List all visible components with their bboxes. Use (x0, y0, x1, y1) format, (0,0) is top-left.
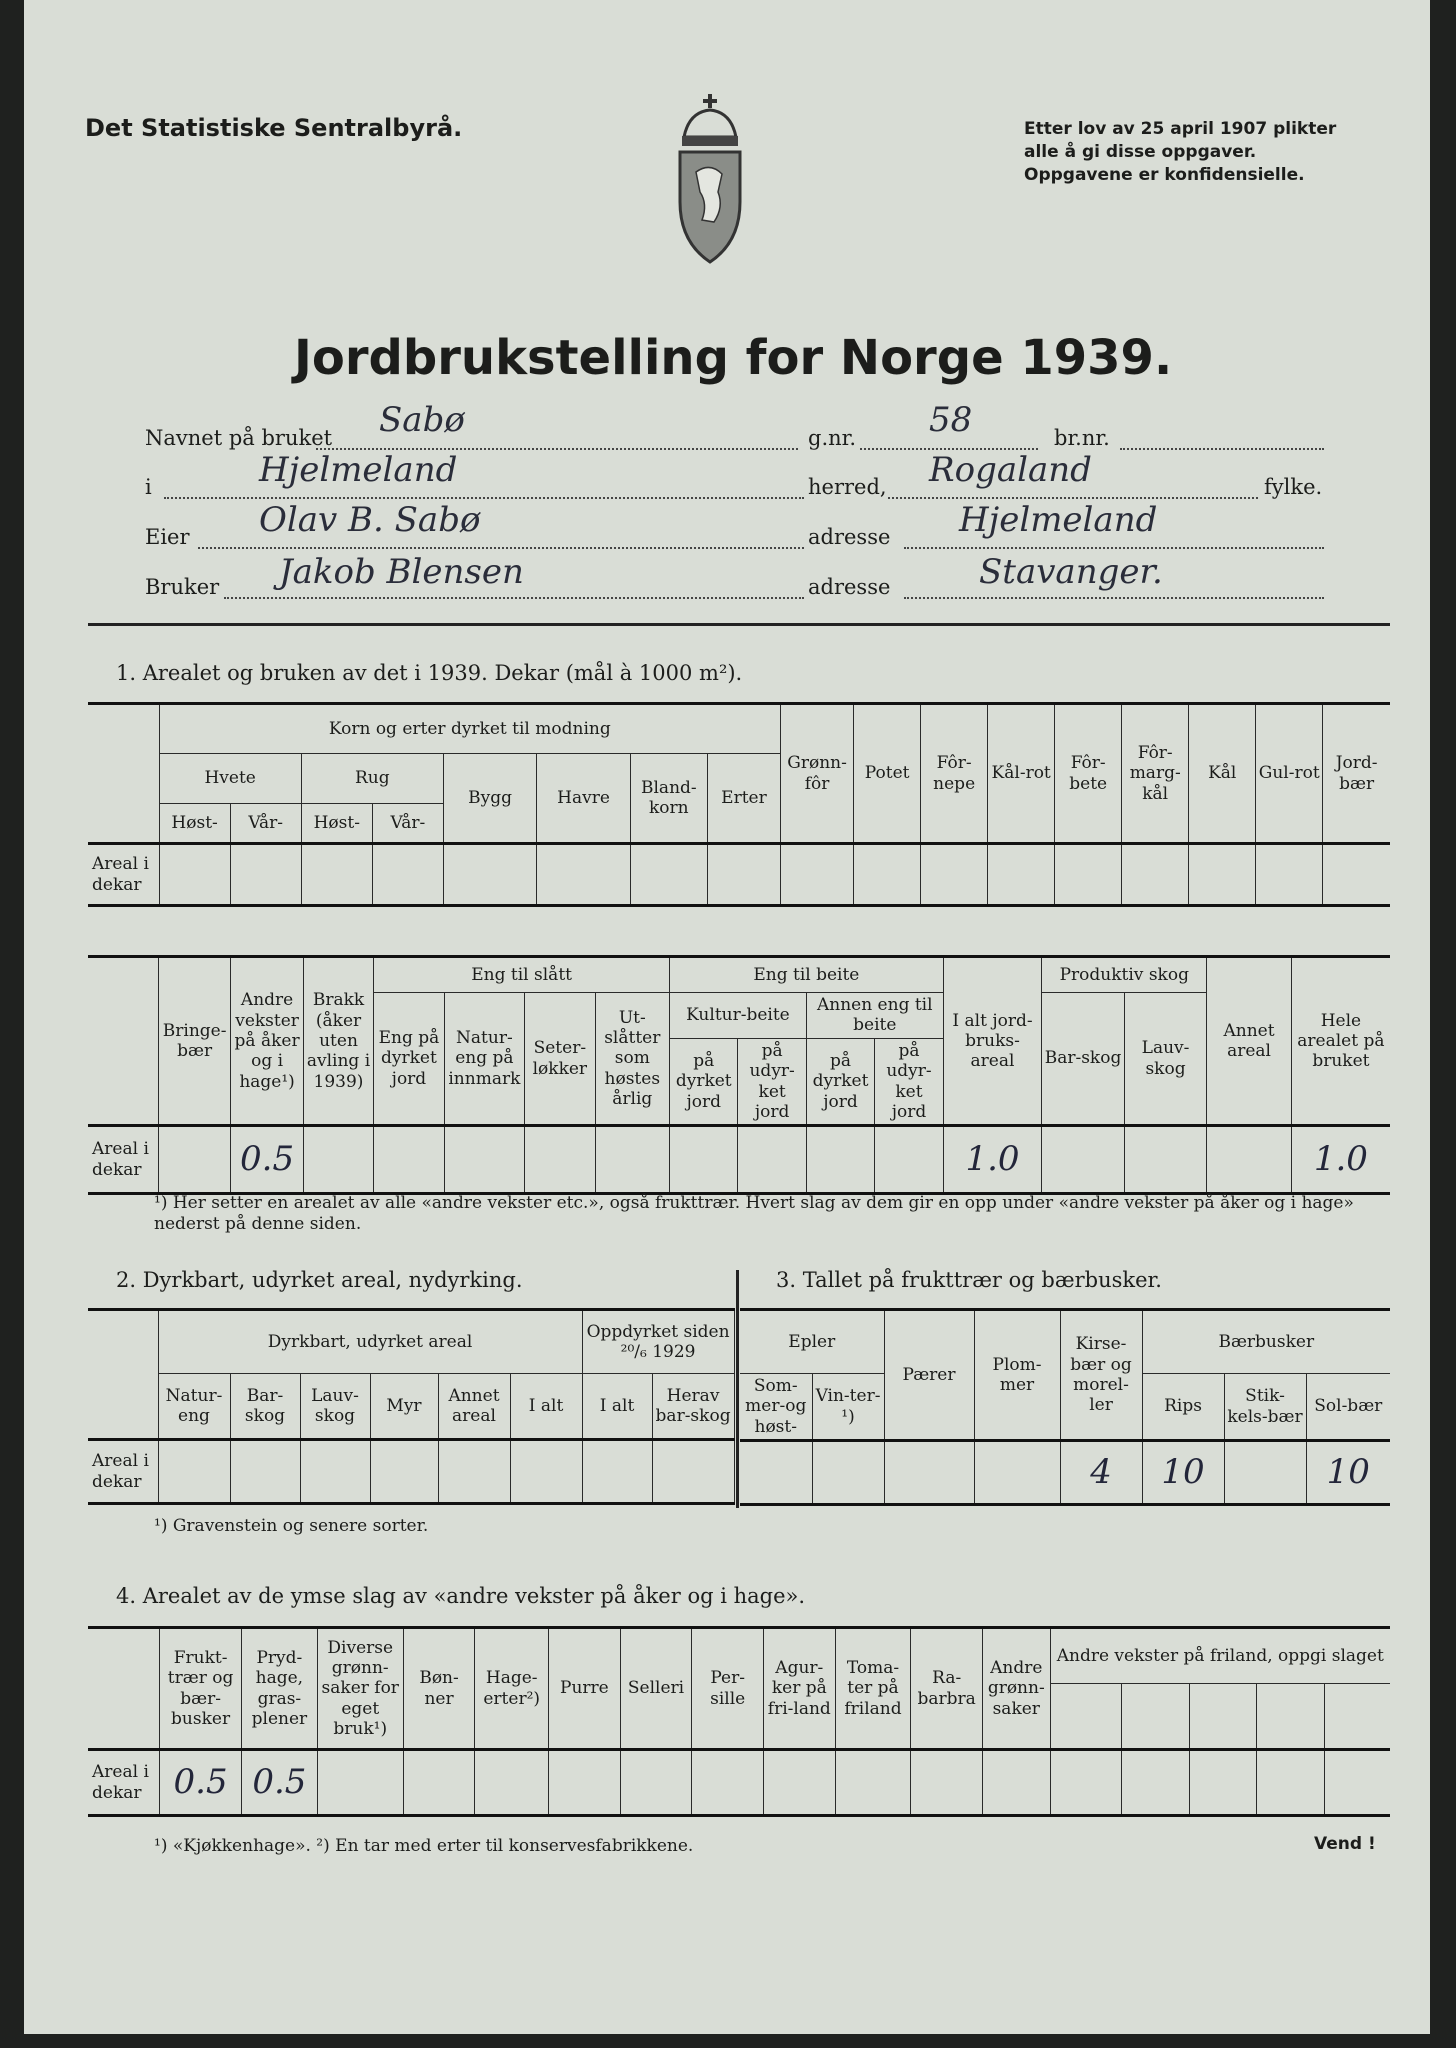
other-crops-table (88, 1626, 1390, 1817)
col-lauvskog: Lauv-skog (1124, 993, 1207, 1126)
user-line (224, 597, 804, 599)
col-eng-dyrket: Eng på dyrket jord (374, 993, 444, 1126)
gnr-value[interactable]: 58 (929, 400, 973, 440)
col-myr: Myr (370, 1374, 438, 1440)
col-pa-dyrket-2: på dyrket jord (806, 1038, 874, 1126)
cell[interactable] (403, 1750, 475, 1816)
user-address-value[interactable]: Stavanger. (979, 552, 1163, 592)
brnr-label: br.nr. (1054, 426, 1110, 450)
cell[interactable] (595, 1126, 669, 1194)
col-oppdyrket-i-alt: I alt (582, 1374, 652, 1440)
cell-rips[interactable] (1142, 1441, 1224, 1505)
cell[interactable] (475, 1750, 549, 1816)
cell[interactable] (781, 844, 854, 906)
row-header-blank (88, 957, 158, 1126)
law-line-1: Etter lov av 25 april 1907 plikter (1024, 119, 1337, 139)
col-annet-areal: Annet areal (1207, 957, 1292, 1126)
cell[interactable] (158, 1126, 230, 1194)
cell-solbaer[interactable] (1306, 1441, 1390, 1505)
cell[interactable] (740, 1441, 812, 1505)
cell[interactable] (1324, 1750, 1390, 1816)
cell-andre-vekster[interactable] (231, 1126, 303, 1194)
col-purre: Purre (549, 1628, 621, 1750)
value-solbaer: 10 (1326, 1452, 1370, 1493)
col-potet: Potet (854, 704, 921, 844)
col-natureng: Natur-eng (158, 1374, 230, 1440)
gnr-label: g.nr. (808, 426, 857, 450)
owner-line (198, 547, 804, 549)
cell[interactable] (988, 844, 1055, 906)
col-blank[interactable] (1122, 1684, 1190, 1750)
col-rug: Rug (301, 754, 443, 804)
farm-label: Navnet på bruket (145, 426, 333, 450)
col-utslatter: Ut-slåtter som høstes årlig (595, 993, 669, 1126)
col-brakk: Brakk (åker uten avling i 1939) (303, 957, 373, 1126)
office-name: Det Statistiske Sentralbyrå. (85, 114, 463, 142)
cell[interactable] (1257, 1750, 1325, 1816)
cell[interactable] (438, 1440, 510, 1504)
owner-address-value[interactable]: Hjelmeland (959, 500, 1158, 540)
fruit-trees-table (740, 1308, 1390, 1506)
cell[interactable] (158, 1440, 230, 1504)
norwegian-coat-of-arms-icon (674, 92, 764, 267)
cell[interactable] (317, 1750, 403, 1816)
col-seterlokker: Seter-løkker (525, 993, 595, 1126)
county-line (888, 497, 1258, 499)
cell-kirsebaer[interactable] (1060, 1441, 1142, 1505)
row-label: Areal i dekar (88, 1440, 158, 1504)
user-value[interactable]: Jakob Blensen (279, 552, 524, 592)
col-stikkelsbaer: Stik-kels-bær (1224, 1374, 1306, 1441)
cell[interactable] (300, 1440, 370, 1504)
cell[interactable] (444, 1126, 524, 1194)
cell[interactable] (1256, 844, 1323, 906)
cell-i-alt[interactable] (943, 1126, 1042, 1194)
col-barskog: Bar-skog (230, 1374, 300, 1440)
section-divider (736, 1270, 739, 1508)
col-pa-udyrket-2: på udyr-ket jord (875, 1038, 943, 1126)
cell[interactable] (854, 844, 921, 906)
cell[interactable] (372, 844, 443, 906)
cell[interactable] (812, 1441, 884, 1505)
col-blank[interactable] (1257, 1684, 1325, 1750)
cell[interactable] (763, 1750, 835, 1816)
group-epler: Epler (740, 1310, 884, 1374)
cell[interactable] (525, 1126, 595, 1194)
row-label: Areal i dekar (88, 1750, 160, 1816)
col-fornepe: Fôr-nepe (921, 704, 988, 844)
cell[interactable] (884, 1441, 974, 1505)
cell[interactable] (911, 1750, 983, 1816)
cell[interactable] (1042, 1126, 1125, 1194)
col-andre-vekster: Andre vekster på åker og i hage¹) (231, 957, 303, 1126)
cell[interactable] (549, 1750, 621, 1816)
row-label: Areal i dekar (88, 844, 159, 906)
divider (88, 623, 1390, 626)
turn-over-note: Vend ! (1314, 1834, 1376, 1854)
cell-prydhage[interactable] (242, 1750, 318, 1816)
col-kalrot: Kål-rot (988, 704, 1055, 844)
col-rug-host: Høst- (301, 804, 372, 844)
col-kal: Kål (1189, 704, 1256, 844)
col-sommer: Som-mer-og høst- (740, 1374, 812, 1441)
cell[interactable] (974, 1441, 1060, 1505)
group-eng-slatt: Eng til slått (374, 957, 670, 993)
cell[interactable] (230, 1440, 300, 1504)
col-vinter: Vin-ter-¹) (812, 1374, 884, 1441)
col-gulrot: Gul-rot (1256, 704, 1323, 844)
cell[interactable] (1122, 1750, 1190, 1816)
col-andre-gronnsaker: Andre grønn-saker (982, 1628, 1050, 1750)
group-oppdyrket: Oppdyrket siden ²⁰/₆ 1929 (582, 1310, 734, 1374)
value-andre-vekster: 0.5 (240, 1139, 295, 1180)
col-hvete: Hvete (159, 754, 301, 804)
user-address-line (904, 597, 1324, 599)
cell-frukttraer[interactable] (160, 1750, 242, 1816)
owner-label: Eier (145, 525, 190, 549)
cell[interactable] (652, 1440, 734, 1504)
value-rips: 10 (1161, 1452, 1205, 1493)
cell[interactable] (1124, 1126, 1207, 1194)
brnr-line (1120, 448, 1324, 450)
col-bygg: Bygg (443, 754, 536, 844)
col-prydhage: Pryd-hage, gras-plener (242, 1628, 318, 1750)
owner-address-line (904, 547, 1324, 549)
owner-address-label: adresse (808, 525, 891, 549)
col-rabarbra: Ra-barbra (911, 1628, 983, 1750)
value-hele: 1.0 (1313, 1139, 1368, 1180)
land-use-table (88, 955, 1390, 1195)
col-barskog: Bar-skog (1042, 993, 1125, 1126)
cell[interactable] (875, 1126, 943, 1194)
col-kirsebaer: Kirse-bær og morel-ler (1060, 1310, 1142, 1441)
col-i-alt: I alt (510, 1374, 582, 1440)
value-kirsebaer: 4 (1090, 1452, 1112, 1493)
farm-value[interactable]: Sabø (379, 400, 465, 440)
col-diverse: Diverse grønn-saker for eget bruk¹) (317, 1628, 403, 1750)
cell[interactable] (159, 844, 230, 906)
cell[interactable] (738, 1126, 806, 1194)
col-persille: Per-sille (692, 1628, 764, 1750)
col-kulturbeite: Kultur-beite (670, 993, 807, 1039)
group-korn: Korn og erter dyrket til modning (159, 704, 780, 754)
col-rips: Rips (1142, 1374, 1224, 1441)
cell[interactable] (835, 1750, 911, 1816)
row-header-blank (88, 704, 159, 844)
cell[interactable] (1055, 844, 1122, 906)
user-label: Bruker (145, 575, 220, 599)
group-dyrkbart: Dyrkbart, udyrket areal (158, 1310, 582, 1374)
cell-hele[interactable] (1291, 1126, 1390, 1194)
col-solbaer: Sol-bær (1306, 1374, 1390, 1441)
cell[interactable] (582, 1440, 652, 1504)
group-produktiv-skog: Produktiv skog (1042, 957, 1207, 993)
cell[interactable] (921, 844, 988, 906)
row-label: Areal i dekar (88, 1126, 158, 1194)
col-gronnfor: Grønn-fôr (781, 704, 854, 844)
cell[interactable] (670, 1126, 738, 1194)
col-havre: Havre (537, 754, 630, 844)
col-annet-areal: Annet areal (438, 1374, 510, 1440)
col-hvete-host: Høst- (159, 804, 230, 844)
col-formargkal: Fôr-marg-kål (1122, 704, 1189, 844)
municipality-line (164, 497, 804, 499)
cell[interactable] (1122, 844, 1189, 906)
col-selleri: Selleri (620, 1628, 692, 1750)
value-prydhage: 0.5 (252, 1762, 307, 1803)
cell[interactable] (1207, 1126, 1292, 1194)
cell[interactable] (1323, 844, 1390, 906)
cell[interactable] (630, 844, 707, 906)
col-lauvskog: Lauv-skog (300, 1374, 370, 1440)
fylke-label: fylke. (1264, 475, 1323, 499)
cell[interactable] (1189, 844, 1256, 906)
group-eng-beite: Eng til beite (670, 957, 944, 993)
col-blank[interactable] (1324, 1684, 1390, 1750)
col-forbete: Fôr-bete (1055, 704, 1122, 844)
cell[interactable] (510, 1440, 582, 1504)
group-baerbusker: Bærbusker (1142, 1310, 1390, 1374)
col-bringebaer: Bringe-bær (158, 957, 230, 1126)
cell[interactable] (982, 1750, 1050, 1816)
law-notice (1024, 118, 1336, 187)
cell[interactable] (230, 844, 301, 906)
cell[interactable] (443, 844, 536, 906)
col-frukttraer: Frukt-trær og bær-busker (160, 1628, 242, 1750)
section-3-heading: 3. Tallet på frukttrær og bærbusker. (776, 1268, 1162, 1292)
col-erter: Erter (707, 754, 780, 844)
cell[interactable] (620, 1750, 692, 1816)
cell[interactable] (806, 1126, 874, 1194)
col-plommer: Plom-mer (974, 1310, 1060, 1441)
value-i-alt: 1.0 (965, 1139, 1020, 1180)
cell[interactable] (1050, 1750, 1122, 1816)
col-herav-barskog: Herav bar-skog (652, 1374, 734, 1440)
user-address-label: adresse (808, 575, 891, 599)
col-hageerter: Hage-erter²) (475, 1628, 549, 1750)
col-pa-dyrket-1: på dyrket jord (670, 1038, 738, 1126)
section-2-heading: 2. Dyrkbart, udyrket areal, nydyrking. (116, 1268, 523, 1292)
law-line-2: alle å gi disse oppgaver. (1024, 142, 1257, 162)
footnote-section-2: ¹) Gravenstein og senere sorter. (154, 1516, 429, 1536)
cell[interactable] (374, 1126, 444, 1194)
col-tomater: Toma-ter på friland (835, 1628, 911, 1750)
col-rug-var: Vår- (372, 804, 443, 844)
footnote-section-4: ¹) «Kjøkkenhage». ²) En tar med erter til konservesfabrikkene. (154, 1836, 694, 1856)
footnote-section-1: ¹) Her setter en arealet av alle «andre vekster etc.», også frukttrær. Hvert slag av dem gir en opp under «andre vekster på åker og i hage» nederst på denne siden. (154, 1193, 1354, 1234)
cell[interactable] (301, 844, 372, 906)
crops-table (88, 702, 1390, 907)
cell[interactable] (1189, 1750, 1257, 1816)
form-page (24, 0, 1430, 2034)
group-andre-friland: Andre vekster på friland, oppgi slaget (1050, 1628, 1390, 1684)
col-blandkorn: Bland-korn (630, 754, 707, 844)
section-4-heading: 4. Arealet av de ymse slag av «andre vekster på åker og i hage». (116, 1584, 806, 1608)
col-blank[interactable] (1189, 1684, 1257, 1750)
cell[interactable] (707, 844, 780, 906)
col-jordbaer: Jord-bær (1323, 704, 1390, 844)
section-1-heading: 1. Arealet og bruken av det i 1939. Dekar (mål à 1000 m²). (116, 661, 743, 685)
col-blank[interactable] (1050, 1684, 1122, 1750)
col-agurker: Agur-ker på fri-land (763, 1628, 835, 1750)
municipality-value[interactable]: Hjelmeland (259, 450, 458, 490)
law-line-3: Oppgavene er konfidensielle. (1024, 165, 1305, 185)
row-header-blank (88, 1310, 158, 1440)
col-bonner: Bøn-ner (403, 1628, 475, 1750)
i-label: i (145, 475, 152, 499)
county-value[interactable]: Rogaland (929, 450, 1092, 490)
col-hele-arealet: Hele arealet på bruket (1291, 957, 1390, 1126)
value-frukttraer: 0.5 (173, 1762, 228, 1803)
cell[interactable] (1224, 1441, 1306, 1505)
form-title: Jordbrukstelling for Norge 1939. (294, 330, 1173, 386)
col-paerer: Pærer (884, 1310, 974, 1441)
cell[interactable] (370, 1440, 438, 1504)
owner-value[interactable]: Olav B. Sabø (259, 500, 481, 540)
col-natureng: Natur-eng på innmark (444, 993, 524, 1126)
cell[interactable] (303, 1126, 373, 1194)
cell[interactable] (692, 1750, 764, 1816)
cell[interactable] (537, 844, 630, 906)
uncultivated-table (88, 1308, 735, 1505)
col-annen-eng: Annen eng til beite (806, 993, 943, 1039)
col-hvete-var: Vår- (230, 804, 301, 844)
row-header-blank (88, 1628, 160, 1750)
herred-label: herred, (808, 475, 887, 499)
col-pa-udyrket-1: på udyr-ket jord (738, 1038, 806, 1126)
col-i-alt-jord: I alt jord-bruks-areal (943, 957, 1042, 1126)
